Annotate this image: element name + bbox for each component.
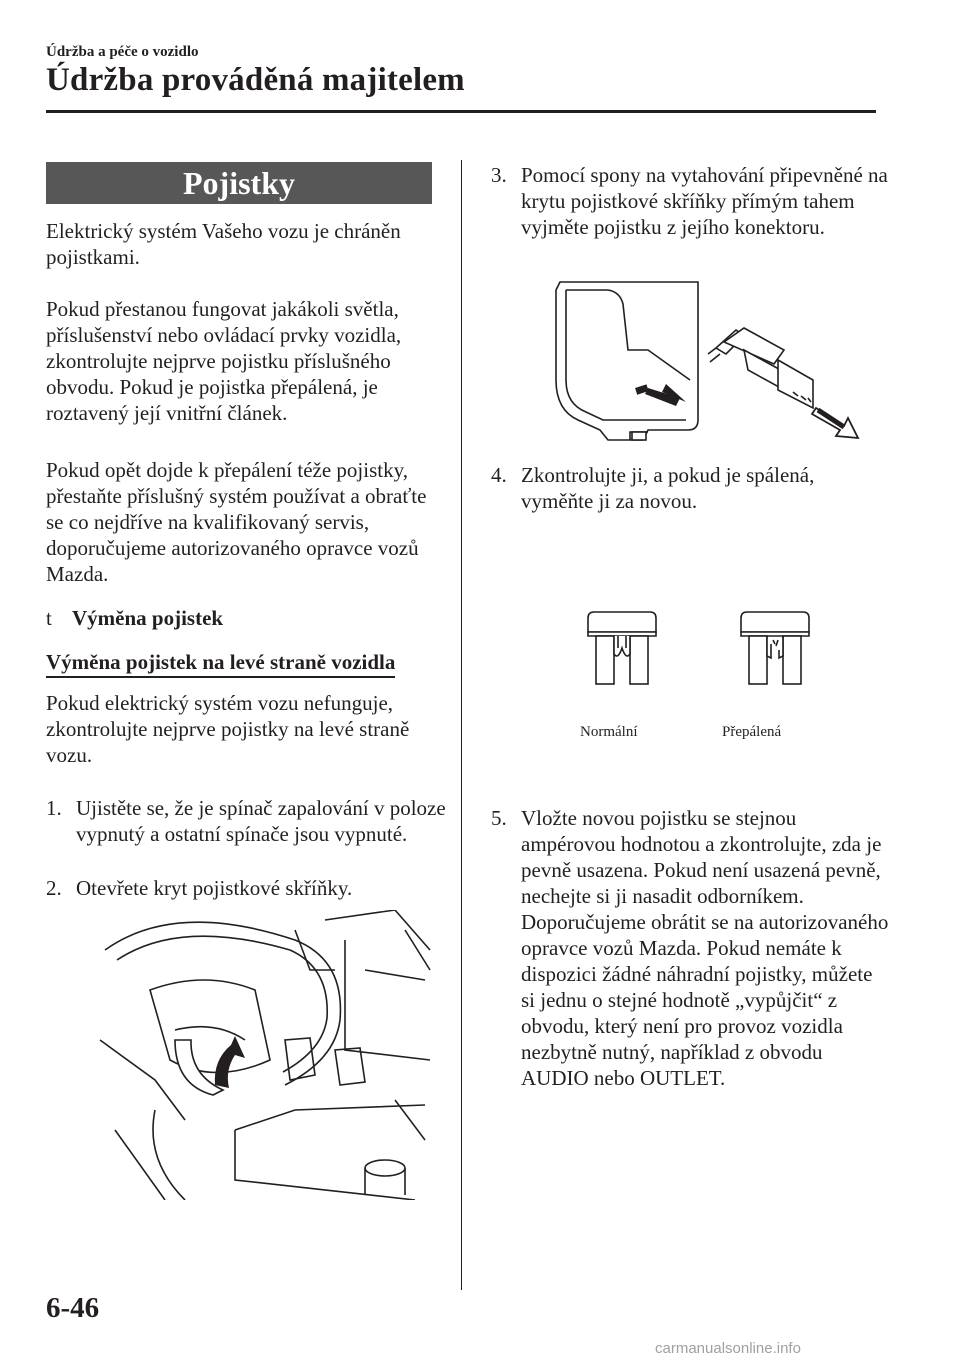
subsection-heading <box>46 606 223 631</box>
subsubsection-heading: Výměna pojistek na levé straně vozidla <box>46 649 395 678</box>
normal-fuse-icon <box>582 610 662 690</box>
subsection-marker: t <box>46 606 52 630</box>
step-5 <box>491 805 891 1091</box>
normal-fuse-label: Normální <box>580 724 638 740</box>
blown-fuse-label: Přepálená <box>722 724 782 740</box>
page-number: 6-46 <box>46 1292 100 1324</box>
blown-fuse-icon <box>735 610 815 690</box>
subsection-paragraph: Pokud elektrický systém vozu nefunguje, zkontrolujte nejprve pojistky na levé straně vozu. <box>46 691 410 767</box>
step-text: Vložte novou pojistku se stejnou ampérovou hodnotou a zkontrolujte, zda je pevně usazena. Pokud není usazená pevně, nechejte si ji nasadit odborníkem. Doporučujeme obrátit se na autorizovaného opravce vozů Mazda. Pokud nemáte k dispozici žádné náhradní pojistky, můžete si jednu o stejné hodnotě „vypůjčit“ z obvodu, který není pro provoz vozidla nezbytně nutný, například z obvodu AUDIO nebo OUTLET. <box>521 806 889 1090</box>
chapter-title: Údržba a péče o vozidlo <box>46 44 199 60</box>
watermark: carmanualsonline.info <box>655 1340 801 1357</box>
header-divider <box>46 110 876 113</box>
step-number: 4. <box>491 463 507 487</box>
step-number: 3. <box>491 163 507 187</box>
page-title: Údržba prováděná majitelem <box>46 62 465 98</box>
step-text: Otevřete kryt pojistkové skříňky. <box>76 876 353 900</box>
intro-paragraph-3: Pokud opět dojde k přepálení téže pojistky, přestaňte příslušný systém používat a obraťte se co nejdříve na kvalifikovaný servis, doporučujeme autorizovaného opravce vozů Mazda. <box>46 458 427 586</box>
column-divider <box>461 160 462 1290</box>
step-1 <box>46 795 446 847</box>
step-2 <box>46 875 446 901</box>
fuse-puller-illustration <box>548 280 868 450</box>
fuse-box-cover-location-illustration <box>95 910 435 1200</box>
subsection-title: Výměna pojistek <box>72 606 224 630</box>
step-text: Ujistěte se, že je spínač zapalování v poloze vypnutý a ostatní spínače jsou vypnuté. <box>76 796 446 846</box>
step-3 <box>491 162 891 240</box>
step-4 <box>491 462 891 514</box>
step-number: 1. <box>46 796 62 820</box>
step-text: Zkontrolujte ji, a pokud je spálená, vyměňte ji za novou. <box>521 463 815 513</box>
section-banner: Pojistky <box>46 162 432 204</box>
step-text: Pomocí spony na vytahování připevněné na krytu pojistkové skříňky přímým tahem vyjměte pojistku z jejího konektoru. <box>521 163 888 239</box>
step-number: 5. <box>491 806 507 830</box>
intro-paragraph-2: Pokud přestanou fungovat jakákoli světla, příslušenství nebo ovládací prvky vozidla, zkontrolujte nejprve pojistku příslušného obvodu. Pokud je pojistka přepálená, je roztavený její vnitřní článek. <box>46 297 402 425</box>
step-number: 2. <box>46 876 62 900</box>
intro-paragraph-1: Elektrický systém Vašeho vozu je chráněn pojistkami. <box>46 219 401 269</box>
